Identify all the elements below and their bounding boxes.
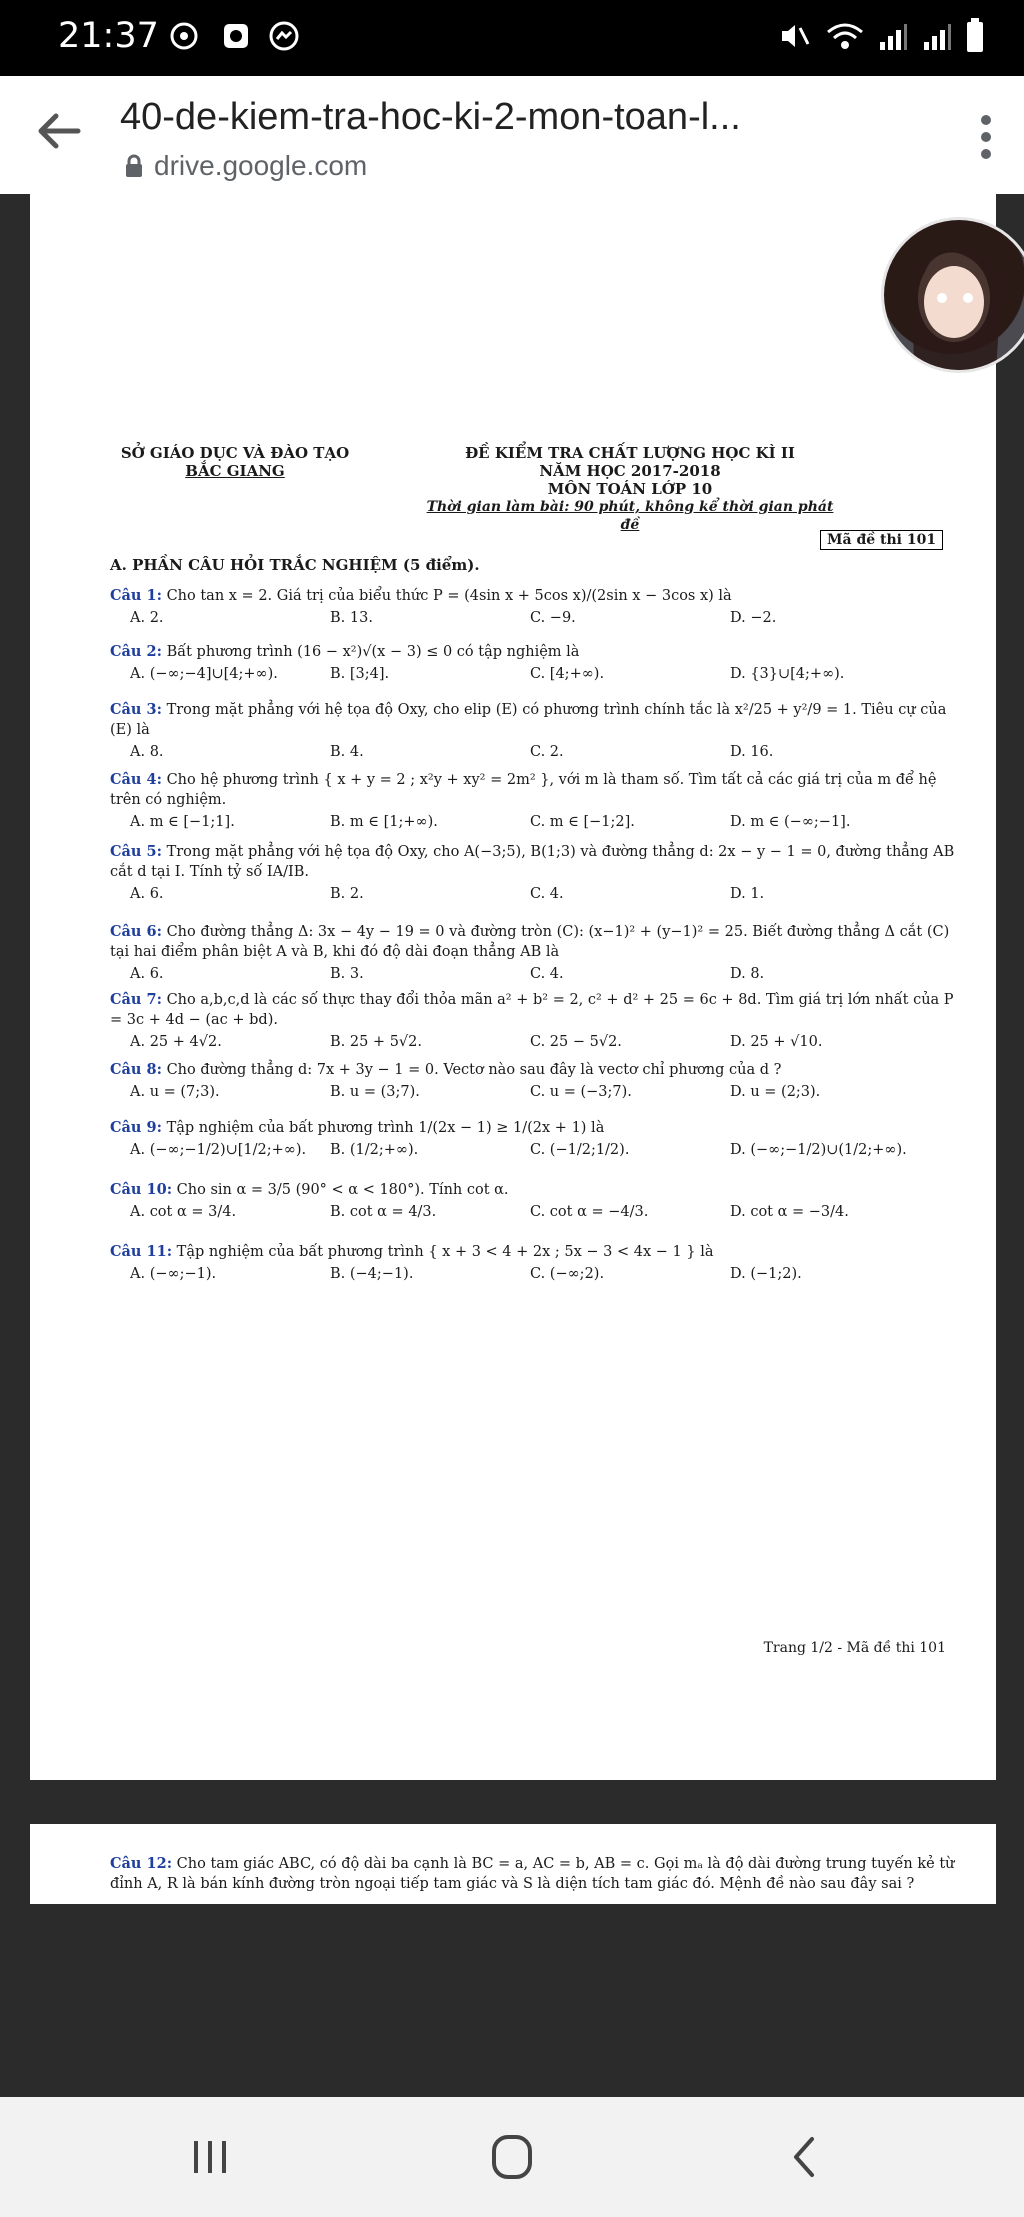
exam-time: Thời gian làm bài: 90 phút, không kể thời gian phát đề bbox=[426, 499, 834, 533]
question-label: Câu 5: bbox=[110, 843, 162, 860]
answer-option: C. (−∞;2). bbox=[530, 1266, 605, 1282]
answer-option: A. (−∞;−1/2)∪[1/2;+∞). bbox=[130, 1142, 307, 1158]
question-label: Câu 11: bbox=[110, 1243, 173, 1260]
question-label: Câu 2: bbox=[110, 643, 162, 660]
back-nav-icon[interactable] bbox=[776, 2131, 836, 2183]
question-text: Trong mặt phẳng với hệ tọa độ Oxy, cho A(−3;5), B(1;3) và đường thẳng d: 2x − y − 1 = 0, đường thẳng AB cắt d tại I. Tính tỷ số IA/IB. bbox=[110, 844, 955, 880]
url-host[interactable] bbox=[124, 150, 367, 182]
answer-option: D. {3}∪[4;+∞). bbox=[730, 666, 845, 682]
question-10 bbox=[110, 1180, 970, 1200]
answer-option: D. 1. bbox=[730, 886, 765, 902]
exam-header bbox=[420, 444, 840, 534]
answer-option: A. 8. bbox=[130, 744, 164, 760]
answer-option: A. m ∈ [−1;1]. bbox=[130, 814, 235, 830]
question-text: Cho đường thẳng d: 7x + 3y − 1 = 0. Vectơ nào sau đây là vectơ chỉ phương của d ? bbox=[166, 1062, 782, 1078]
battery-icon bbox=[966, 18, 984, 52]
answer-option: B. (−4;−1). bbox=[330, 1266, 414, 1282]
lock-icon bbox=[124, 154, 144, 178]
answer-option: C. (−1/2;1/2). bbox=[530, 1142, 630, 1158]
question-text: Cho hệ phương trình { x + y = 2 ; x²y + xy² = 2m² }, với m là tham số. Tìm tất cả các giá trị của m để hệ trên có nghiệm. bbox=[110, 772, 937, 808]
org-header bbox=[120, 444, 350, 480]
question-label: Câu 7: bbox=[110, 991, 162, 1008]
question-label: Câu 6: bbox=[110, 923, 162, 940]
answer-option: A. 25 + 4√2. bbox=[130, 1034, 222, 1050]
answer-option: C. 4. bbox=[530, 966, 564, 982]
answer-option: B. 3. bbox=[330, 966, 364, 982]
home-icon[interactable] bbox=[482, 2131, 542, 2183]
question-text: Cho tam giác ABC, có độ dài ba cạnh là BC = a, AC = b, AB = c. Gọi mₐ là độ dài đường trung tuyến kẻ từ đỉnh A, R là bán kính đường tròn ngoại tiếp tam giác và S là diện tích tam giác đó. Mệnh đề nào sau đây sai ? bbox=[110, 1856, 955, 1892]
question-text: Tập nghiệm của bất phương trình { x + 3 < 4 + 2x ; 5x − 3 < 4x − 1 } là bbox=[176, 1244, 714, 1260]
section-title: A. PHẦN CÂU HỎI TRẮC NGHIỆM (5 điểm). bbox=[110, 556, 480, 574]
question-12 bbox=[110, 1854, 970, 1894]
question-4 bbox=[110, 770, 970, 810]
answer-option: B. 13. bbox=[330, 610, 373, 626]
wifi-icon bbox=[826, 20, 864, 52]
answer-option: D. (−∞;−1/2)∪(1/2;+∞). bbox=[730, 1142, 907, 1158]
exam-page bbox=[30, 400, 996, 1780]
answer-option: C. u = (−3;7). bbox=[530, 1084, 632, 1100]
answer-option: A. 2. bbox=[130, 610, 164, 626]
question-1 bbox=[110, 586, 970, 606]
question-2 bbox=[110, 642, 970, 662]
answer-option: B. 2. bbox=[330, 886, 364, 902]
question-label: Câu 12: bbox=[110, 1855, 173, 1872]
answer-option: D. m ∈ (−∞;−1]. bbox=[730, 814, 851, 830]
answer-option: C. 2. bbox=[530, 744, 564, 760]
org-line2: BẮC GIANG bbox=[185, 462, 285, 480]
exam-code: Mã đề thi 101 bbox=[820, 530, 943, 550]
question-11 bbox=[110, 1242, 970, 1262]
answer-option: B. [3;4]. bbox=[330, 666, 390, 682]
avatar-face-icon bbox=[884, 220, 1024, 370]
next-page bbox=[30, 1824, 996, 1904]
question-text: Bất phương trình (16 − x²)√(x − 3) ≤ 0 có tập nghiệm là bbox=[166, 644, 580, 660]
question-text: Cho a,b,c,d là các số thực thay đổi thỏa mãn a² + b² = 2, c² + d² + 25 = 6c + 8d. Tìm giá trị lớn nhất của P = 3c + 4d − (ac + bd). bbox=[110, 992, 954, 1028]
answer-option: A. u = (7;3). bbox=[130, 1084, 220, 1100]
question-label: Câu 3: bbox=[110, 701, 162, 718]
answer-option: B. 4. bbox=[330, 744, 364, 760]
status-time: 21:37 bbox=[58, 16, 159, 56]
answer-option: D. u = (2;3). bbox=[730, 1084, 821, 1100]
app-status-icon bbox=[220, 20, 252, 52]
mute-icon bbox=[778, 20, 812, 52]
answer-option: B. m ∈ [1;+∞). bbox=[330, 814, 438, 830]
answer-option: B. cot α = 4/3. bbox=[330, 1204, 437, 1220]
question-label: Câu 9: bbox=[110, 1119, 162, 1136]
question-text: Trong mặt phẳng với hệ tọa độ Oxy, cho elip (E) có phương trình chính tắc là x²/25 + y²/9 = 1. Tiêu cự của (E) là bbox=[110, 702, 947, 738]
answer-option: C. [4;+∞). bbox=[530, 666, 605, 682]
status-indicators bbox=[778, 18, 984, 52]
question-text: Cho đường thẳng Δ: 3x − 4y − 19 = 0 và đường tròn (C): (x−1)² + (y−1)² = 25. Biết đường thẳng Δ cắt (C) tại hai điểm phân biệt A và B, khi đó độ dài đoạn thẳng AB là bbox=[110, 924, 950, 960]
system-nav-bar bbox=[0, 2097, 1024, 2217]
question-7 bbox=[110, 990, 970, 1030]
question-6 bbox=[110, 922, 970, 962]
signal-icon-2 bbox=[922, 20, 952, 52]
question-text: Cho sin α = 3/5 (90° < α < 180°). Tính cot α. bbox=[176, 1182, 509, 1198]
question-text: Tập nghiệm của bất phương trình 1/(2x − 1) ≥ 1/(2x + 1) là bbox=[166, 1120, 605, 1136]
answer-option: A. 6. bbox=[130, 966, 164, 982]
answer-option: B. (1/2;+∞). bbox=[330, 1142, 419, 1158]
answer-option: A. cot α = 3/4. bbox=[130, 1204, 237, 1220]
answer-option: D. −2. bbox=[730, 610, 777, 626]
answer-option: A. (−∞;−4]∪[4;+∞). bbox=[130, 666, 278, 682]
question-label: Câu 1: bbox=[110, 587, 162, 604]
exam-line3: MÔN TOÁN LỚP 10 bbox=[547, 480, 713, 498]
answer-option: B. 25 + 5√2. bbox=[330, 1034, 422, 1050]
answer-option: D. 25 + √10. bbox=[730, 1034, 823, 1050]
answer-option: A. 6. bbox=[130, 886, 164, 902]
answer-option: C. −9. bbox=[530, 610, 576, 626]
browser-toolbar bbox=[0, 76, 1024, 195]
question-label: Câu 10: bbox=[110, 1181, 173, 1198]
floating-avatar[interactable] bbox=[884, 220, 1024, 370]
messenger-status-icon bbox=[268, 20, 300, 52]
document-title[interactable]: 40-de-kiem-tra-hoc-ki-2-mon-toan-l... bbox=[120, 96, 741, 138]
question-8 bbox=[110, 1060, 970, 1080]
recent-apps-icon[interactable] bbox=[180, 2131, 240, 2183]
exam-line1: ĐỀ KIỂM TRA CHẤT LƯỢNG HỌC KÌ II bbox=[465, 444, 795, 462]
question-9 bbox=[110, 1118, 970, 1138]
url-host-text: drive.google.com bbox=[154, 150, 368, 181]
answer-option: D. cot α = −3/4. bbox=[730, 1204, 849, 1220]
settings-status-icon bbox=[168, 20, 200, 52]
back-arrow-icon[interactable] bbox=[32, 104, 86, 158]
answer-option: A. (−∞;−1). bbox=[130, 1266, 217, 1282]
answer-option: C. cot α = −4/3. bbox=[530, 1204, 649, 1220]
signal-icon bbox=[878, 20, 908, 52]
answer-option: D. 16. bbox=[730, 744, 774, 760]
question-label: Câu 8: bbox=[110, 1061, 162, 1078]
answer-option: B. u = (3;7). bbox=[330, 1084, 420, 1100]
document-viewer[interactable] bbox=[0, 194, 1024, 2098]
answer-option: C. 4. bbox=[530, 886, 564, 902]
question-3 bbox=[110, 700, 970, 740]
answer-option: C. 25 − 5√2. bbox=[530, 1034, 622, 1050]
status-bar bbox=[0, 0, 1024, 76]
more-options-icon[interactable] bbox=[976, 112, 996, 162]
answer-option: C. m ∈ [−1;2]. bbox=[530, 814, 635, 830]
answer-option: D. 8. bbox=[730, 966, 765, 982]
question-label: Câu 4: bbox=[110, 771, 162, 788]
question-text: Cho tan x = 2. Giá trị của biểu thức P = (4sin x + 5cos x)/(2sin x − 3cos x) là bbox=[166, 588, 732, 604]
answer-option: D. (−1;2). bbox=[730, 1266, 802, 1282]
question-5 bbox=[110, 842, 970, 882]
org-line1: SỞ GIÁO DỤC VÀ ĐÀO TẠO bbox=[120, 444, 350, 462]
exam-line2: NĂM HỌC 2017-2018 bbox=[539, 462, 721, 480]
page-footer: Trang 1/2 - Mã đề thi 101 bbox=[763, 1640, 946, 1656]
